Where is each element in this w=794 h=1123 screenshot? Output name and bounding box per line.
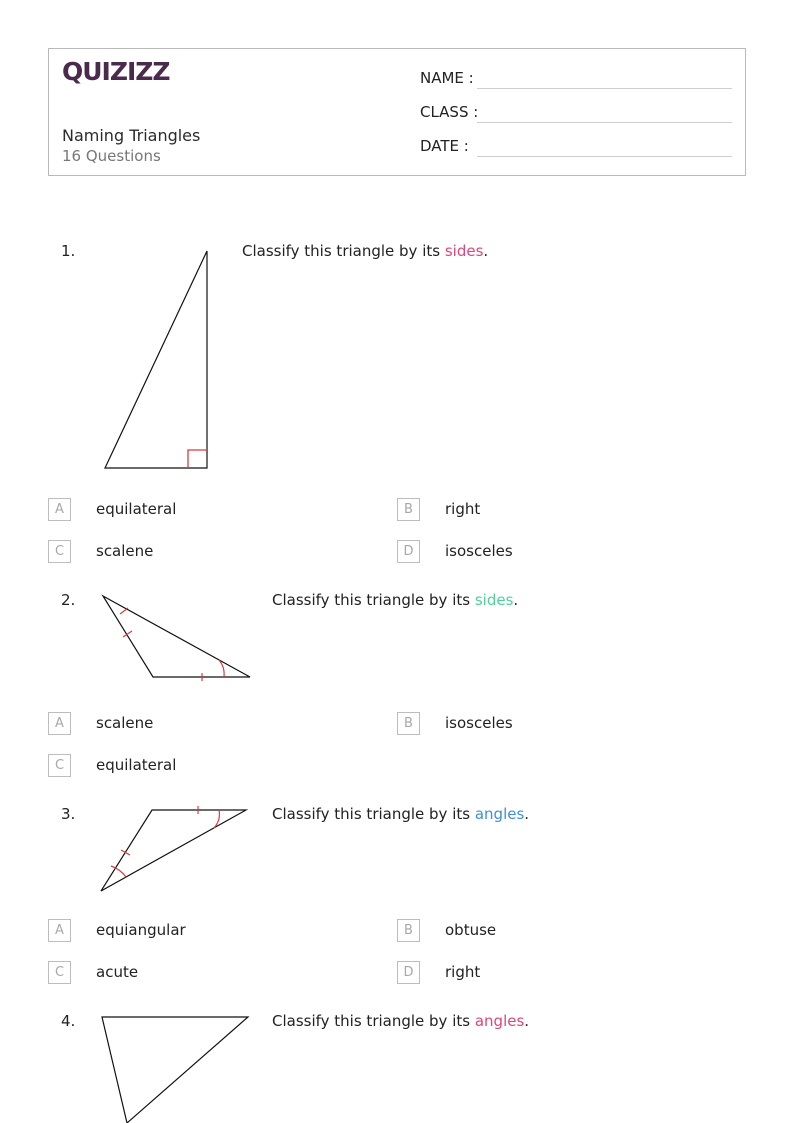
q1-option-a-text[interactable]: equilateral [96,500,177,518]
question-1-keyword: sides [444,242,484,260]
q2-option-a-box[interactable]: A [48,712,71,735]
q3-option-a-text[interactable]: equiangular [96,921,186,939]
question-3-prompt: Classify this triangle by its angles. [272,805,530,823]
question-3-keyword: angles [474,805,525,823]
question-2-prompt: Classify this triangle by its sides. [272,591,519,609]
q2-option-c-text[interactable]: equilateral [96,756,177,774]
name-label: NAME : [420,69,474,87]
name-field [420,69,736,89]
question-4-keyword: angles [474,1012,525,1030]
worksheet-title: Naming Triangles [62,126,201,145]
q1-option-c-box[interactable]: C [48,540,71,563]
class-label: CLASS : [420,103,479,121]
question-4-number: 4. [61,1012,76,1030]
q3-option-a-box[interactable]: A [48,919,71,942]
quizizz-logo: QUIZIZZ [62,57,170,86]
date-line [477,156,732,157]
q1-option-d-text[interactable]: isosceles [445,542,513,560]
q1-option-b-text[interactable]: right [445,500,481,518]
q3-option-d-box[interactable]: D [397,961,420,984]
worksheet-header [48,48,746,176]
obtuse-triangle-icon [97,805,251,897]
date-field [420,137,736,157]
q2-option-b-text[interactable]: isosceles [445,714,513,732]
q3-option-d-text[interactable]: right [445,963,481,981]
question-2-keyword: sides [474,591,514,609]
q2-option-a-text[interactable]: scalene [96,714,154,732]
isosceles-obtuse-triangle-icon [98,590,256,682]
q1-option-d-box[interactable]: D [397,540,420,563]
question-2-number: 2. [61,591,76,609]
q3-option-c-box[interactable]: C [48,961,71,984]
class-line [477,122,732,123]
acute-triangle-icon [98,1012,252,1123]
q1-option-c-text[interactable]: scalene [96,542,154,560]
right-triangle-icon [100,245,212,473]
q2-option-b-box[interactable]: B [397,712,420,735]
name-line [477,88,732,89]
q1-option-a-box[interactable]: A [48,498,71,521]
q3-option-b-text[interactable]: obtuse [445,921,497,939]
question-4-prompt: Classify this triangle by its angles. [272,1012,530,1030]
q1-option-b-box[interactable]: B [397,498,420,521]
q3-option-b-box[interactable]: B [397,919,420,942]
question-count: 16 Questions [62,147,161,165]
q2-option-c-box[interactable]: C [48,754,71,777]
class-field [420,103,736,123]
q3-option-c-text[interactable]: acute [96,963,139,981]
question-1-prompt: Classify this triangle by its sides. [242,242,489,260]
question-3-number: 3. [61,805,76,823]
question-1-number: 1. [61,242,76,260]
date-label: DATE : [420,137,469,155]
